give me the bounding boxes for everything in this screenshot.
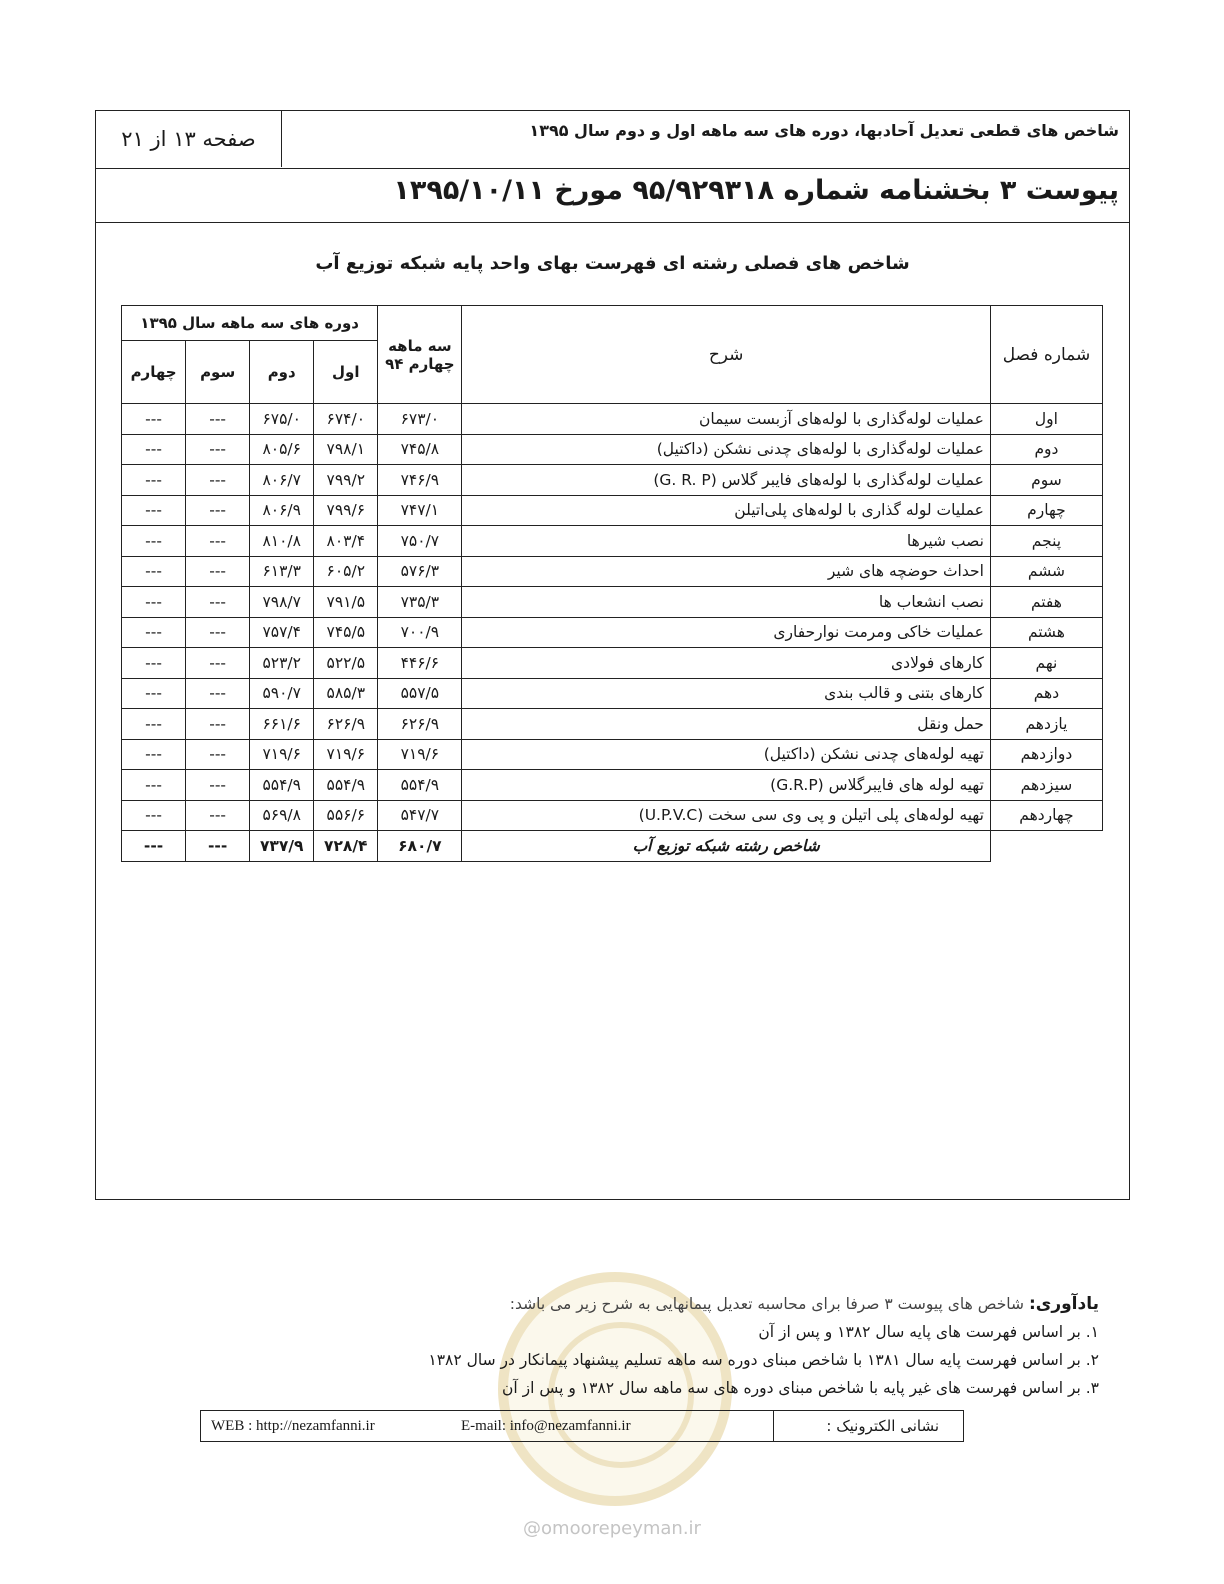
contact-email[interactable]: E-mail: info@nezamfanni.ir [461,1418,631,1434]
col-prev-header-line1: سه ماهه [388,336,452,355]
cell-q2: ۵۵۴/۹ [250,770,314,801]
page-number: صفحه ۱۳ از ۲۱ [96,111,282,167]
notes-lead: یادآوری: [1028,1294,1099,1314]
cell-desc: نصب انشعاب ها [462,587,991,618]
cell-q1: ۷۱۹/۶ [314,739,378,770]
cell-q1: ۷۴۵/۵ [314,617,378,648]
cell-prev: ۷۰۰/۹ [378,617,462,648]
cell-prev: ۷۴۵/۸ [378,434,462,465]
cell-chapter-empty [990,831,1102,862]
cell-q3: --- [186,739,250,770]
cell-prev: ۷۱۹/۶ [378,739,462,770]
table-row [122,709,1103,740]
cell-q4: --- [122,709,186,740]
table-row [122,770,1103,801]
cell-q3: --- [186,617,250,648]
cell-q1: ۵۸۵/۳ [314,678,378,709]
contact-box [200,1410,964,1442]
col-chapter-header: شماره فصل [990,306,1102,404]
cell-q2: ۸۰۵/۶ [250,434,314,465]
cell-chapter: دوم [990,434,1102,465]
table-row [122,617,1103,648]
cell-q4: --- [122,526,186,557]
cell-q3: --- [186,648,250,679]
cell-q4: --- [122,556,186,587]
cell-q3: --- [186,495,250,526]
col-q2-header: دوم [250,341,314,404]
cell-desc: نصب شیرها [462,526,991,557]
table-row [122,800,1103,831]
document-title: شاخص های قطعی تعدیل آحادبها، دوره های سه ماهه اول و دوم سال ۱۳۹۵ [529,121,1119,140]
cell-prev: ۶۲۶/۹ [378,709,462,740]
cell-q1: ۷۹۱/۵ [314,587,378,618]
cell-q2: ۶۱۳/۳ [250,556,314,587]
annex-row [96,169,1129,223]
cell-q3: --- [186,434,250,465]
cell-q2: ۶۶۱/۶ [250,709,314,740]
cell-q3: --- [186,404,250,435]
annex-title: پیوست ۳ بخشنامه شماره ۹۵/۹۲۹۳۱۸ مورخ ۱۳۹۵/۱۰/۱۱ [393,175,1119,206]
cell-q4: --- [122,770,186,801]
table-row [122,739,1103,770]
cell-total-q4: --- [122,831,186,862]
cell-desc: عملیات لوله گذاری با لوله‌های پلی‌اتیلن [462,495,991,526]
cell-q1: ۶۲۶/۹ [314,709,378,740]
cell-q4: --- [122,648,186,679]
header-row [96,111,1129,169]
notes-intro: شاخص های پیوست ۳ صرفا برای محاسبه تعدیل پیمانهایی به شرح زیر می باشد: [509,1295,1029,1313]
table-row [122,404,1103,435]
cell-q4: --- [122,465,186,496]
cell-q4: --- [122,434,186,465]
cell-chapter: چهارم [990,495,1102,526]
cell-total-desc: شاخص رشته شبکه توزیع آب [462,831,991,862]
cell-q1: ۵۵۶/۶ [314,800,378,831]
cell-total-q3: --- [186,831,250,862]
cell-chapter: هشتم [990,617,1102,648]
cell-q4: --- [122,587,186,618]
cell-q1: ۷۹۹/۲ [314,465,378,496]
cell-desc: عملیات لوله‌گذاری با لوله‌های آزبست سیمان [462,404,991,435]
cell-chapter: اول [990,404,1102,435]
cell-q4: --- [122,404,186,435]
cell-q4: --- [122,800,186,831]
table-caption: شاخص های فصلی رشته ای فهرست بهای واحد پایه شبکه توزیع آب [315,253,910,274]
cell-q2: ۸۱۰/۸ [250,526,314,557]
notes [339,1290,1099,1402]
cell-q3: --- [186,800,250,831]
cell-chapter: چهاردهم [990,800,1102,831]
cell-q2: ۵۲۳/۲ [250,648,314,679]
table-body [122,404,1103,862]
cell-q3: --- [186,770,250,801]
cell-desc: حمل ونقل [462,709,991,740]
col-q4-header: چهارم [122,341,186,404]
cell-prev: ۷۴۷/۱ [378,495,462,526]
table-row [122,495,1103,526]
cell-q1: ۷۹۹/۶ [314,495,378,526]
cell-chapter: ششم [990,556,1102,587]
cell-q4: --- [122,617,186,648]
cell-q3: --- [186,709,250,740]
watermark-text: @omoorepeyman.ir [523,1518,701,1539]
cell-chapter: دهم [990,678,1102,709]
cell-desc: تهیه لوله‌های پلی اتیلن و پی وی سی سخت (U.P.V.C) [462,800,991,831]
cell-q2: ۷۹۸/۷ [250,587,314,618]
cell-prev: ۵۵۷/۵ [378,678,462,709]
cell-q3: --- [186,587,250,618]
table-row [122,465,1103,496]
cell-prev: ۷۳۵/۳ [378,587,462,618]
cell-chapter: پنجم [990,526,1102,557]
cell-q1: ۶۷۴/۰ [314,404,378,435]
cell-q2: ۷۱۹/۶ [250,739,314,770]
cell-chapter: سوم [990,465,1102,496]
cell-chapter: یازدهم [990,709,1102,740]
cell-desc: تهیه لوله‌های چدنی نشکن (داکتیل) [462,739,991,770]
cell-q1: ۸۰۳/۴ [314,526,378,557]
table-row [122,556,1103,587]
cell-q1: ۶۰۵/۲ [314,556,378,587]
cell-q2: ۸۰۶/۹ [250,495,314,526]
cell-q3: --- [186,678,250,709]
cell-prev: ۵۵۴/۹ [378,770,462,801]
cell-desc: عملیات خاکی ومرمت نوارحفاری [462,617,991,648]
col-q1-header: اول [314,341,378,404]
cell-q2: ۵۶۹/۸ [250,800,314,831]
cell-prev: ۶۷۳/۰ [378,404,462,435]
col-prev-header-line2: چهارم ۹۴ [385,354,455,373]
table-row [122,648,1103,679]
index-table [121,305,1103,862]
cell-total-q2: ۷۳۷/۹ [250,831,314,862]
table-row [122,678,1103,709]
cell-chapter: دوازدهم [990,739,1102,770]
notes-intro-line [339,1290,1099,1318]
cell-chapter: سیزدهم [990,770,1102,801]
cell-q1: ۵۵۴/۹ [314,770,378,801]
cell-q2: ۶۷۵/۰ [250,404,314,435]
cell-q3: --- [186,556,250,587]
cell-q2: ۵۹۰/۷ [250,678,314,709]
col-prev-header [378,306,462,404]
cell-desc: احداث حوضچه های شیر [462,556,991,587]
table-row [122,587,1103,618]
cell-prev: ۷۴۶/۹ [378,465,462,496]
table-row [122,434,1103,465]
cell-prev: ۴۴۶/۶ [378,648,462,679]
contact-web[interactable]: WEB : http://nezamfanni.ir [211,1418,375,1434]
notes-item-3: ۳. بر اساس فهرست های غیر پایه با شاخص مبنای دوره های سه ماهه سال ۱۳۸۲ و پس از آن [502,1379,1099,1397]
cell-q1: ۷۹۸/۱ [314,434,378,465]
table-total-row [122,831,1103,862]
cell-desc: کارهای بتنی و قالب بندی [462,678,991,709]
cell-prev: ۵۴۷/۷ [378,800,462,831]
cell-desc: عملیات لوله‌گذاری با لوله‌های چدنی نشکن (داکتیل) [462,434,991,465]
cell-q1: ۵۲۲/۵ [314,648,378,679]
cell-q3: --- [186,465,250,496]
col-desc-header: شرح [462,306,991,404]
cell-q4: --- [122,678,186,709]
cell-prev: ۵۷۶/۳ [378,556,462,587]
cell-q2: ۷۵۷/۴ [250,617,314,648]
notes-item-1: ۱. بر اساس فهرست های پایه سال ۱۳۸۲ و پس از آن [758,1323,1099,1341]
cell-desc: کارهای فولادی [462,648,991,679]
cell-q4: --- [122,495,186,526]
cell-q2: ۸۰۶/۷ [250,465,314,496]
group-header: دوره های سه ماهه سال ۱۳۹۵ [122,306,378,341]
cell-desc: تهیه لوله های فایبرگلاس (G.R.P) [462,770,991,801]
contact-label: نشانی الکترونیک : [773,1411,963,1441]
cell-desc: عملیات لوله‌گذاری با لوله‌های فایبر گلاس (G. R. P) [462,465,991,496]
cell-chapter: هفتم [990,587,1102,618]
cell-q3: --- [186,526,250,557]
col-q3-header: سوم [186,341,250,404]
table-row [122,526,1103,557]
cell-chapter: نهم [990,648,1102,679]
cell-total-q1: ۷۲۸/۴ [314,831,378,862]
cell-prev: ۷۵۰/۷ [378,526,462,557]
notes-item-2: ۲. بر اساس فهرست پایه سال ۱۳۸۱ با شاخص مبنای دوره سه ماهه تسلیم پیشنهاد پیمانکار در سال ۱۳۸۲ [428,1351,1099,1369]
cell-q4: --- [122,739,186,770]
cell-total-prev: ۶۸۰/۷ [378,831,462,862]
